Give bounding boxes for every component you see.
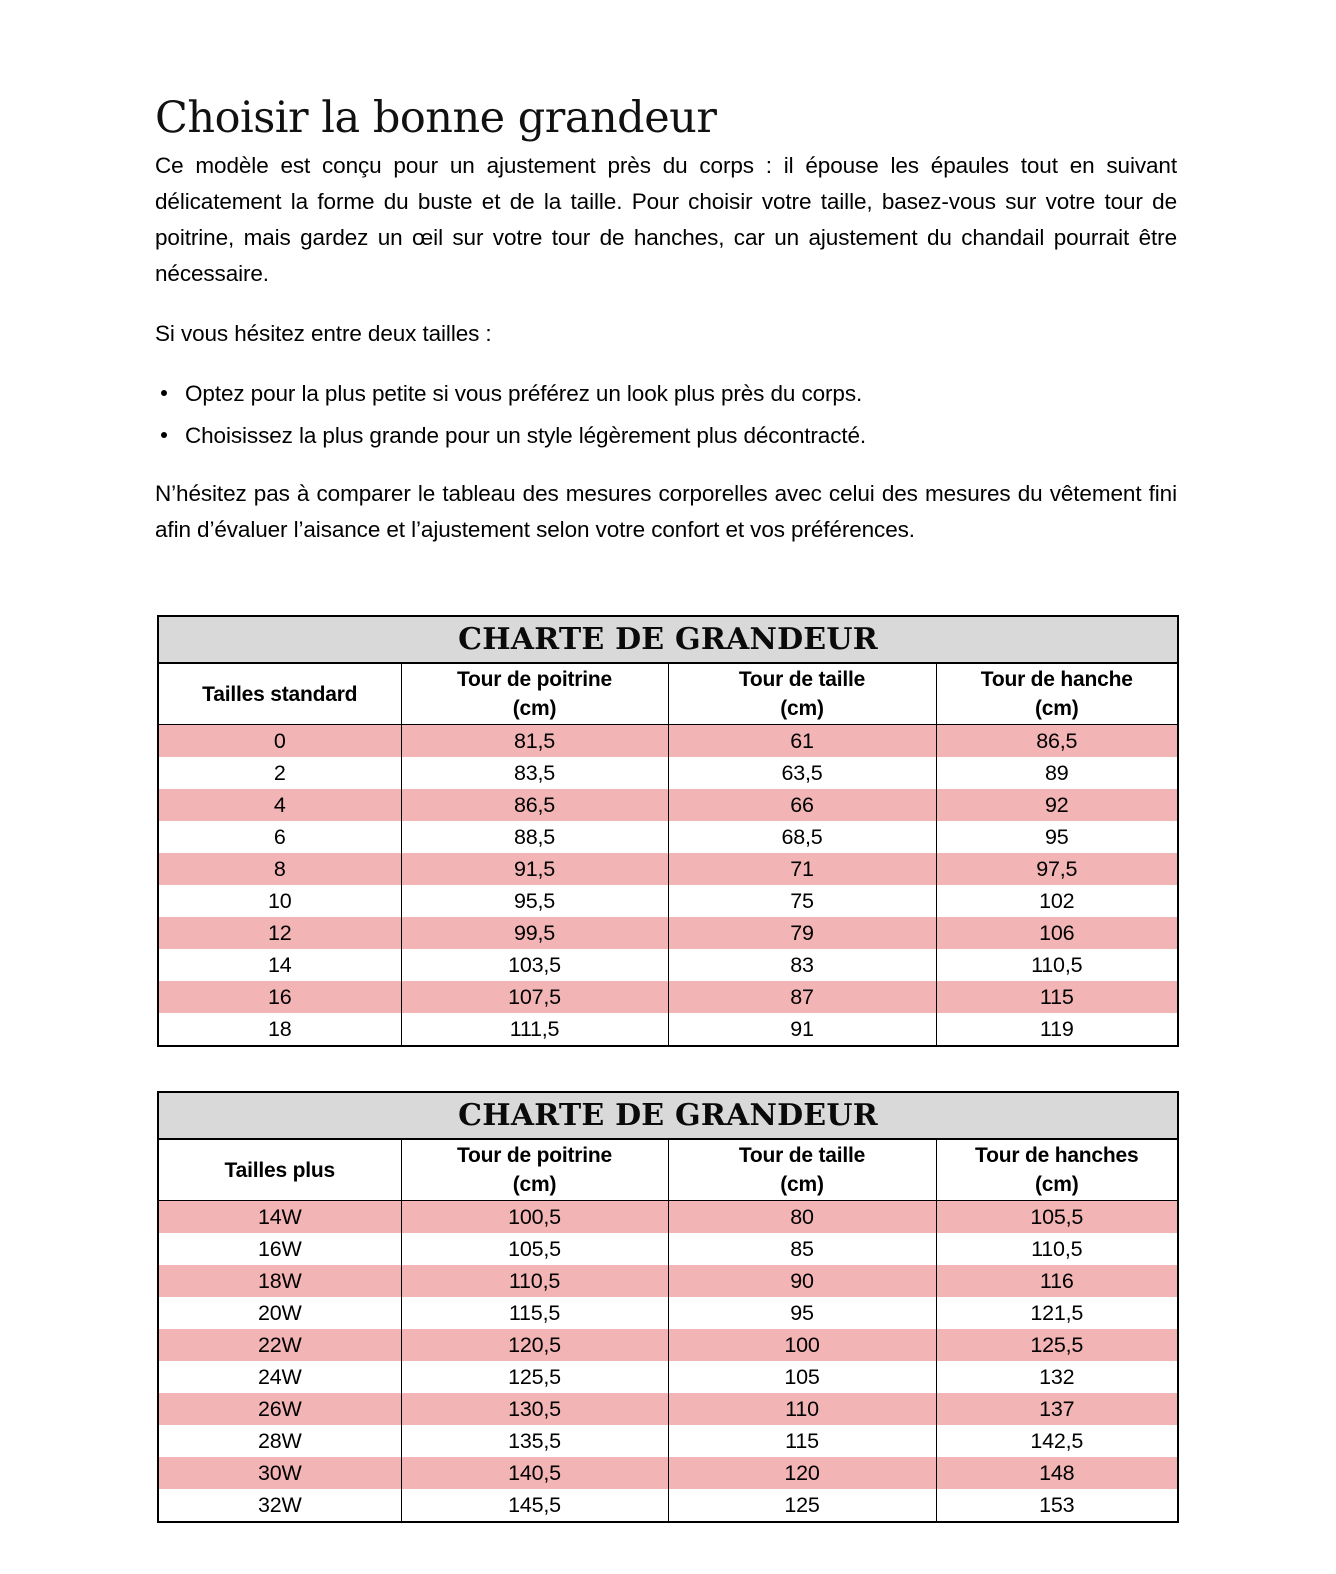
table-row <box>158 1393 1178 1425</box>
cell-hip: 119 <box>936 1013 1178 1046</box>
cell-bust: 115,5 <box>401 1297 668 1329</box>
cell-bust: 88,5 <box>401 821 668 853</box>
cell-waist: 66 <box>668 789 936 821</box>
table-row <box>158 789 1178 821</box>
cell-waist: 83 <box>668 949 936 981</box>
cell-size: 22W <box>158 1329 401 1361</box>
cell-bust: 130,5 <box>401 1393 668 1425</box>
cell-size: 0 <box>158 725 401 758</box>
cell-hip: 92 <box>936 789 1178 821</box>
table-body <box>158 725 1178 1047</box>
cell-waist: 120 <box>668 1457 936 1489</box>
table-banner-title: CHARTE DE GRANDEUR <box>158 1092 1178 1139</box>
table-row <box>158 853 1178 885</box>
page-title: Choisir la bonne grandeur <box>155 92 717 143</box>
cell-hip: 110,5 <box>936 1233 1178 1265</box>
table-row <box>158 1329 1178 1361</box>
cell-hip: 105,5 <box>936 1201 1178 1234</box>
cell-size: 14 <box>158 949 401 981</box>
table-row <box>158 1265 1178 1297</box>
cell-hip: 102 <box>936 885 1178 917</box>
cell-hip: 121,5 <box>936 1297 1178 1329</box>
cell-waist: 90 <box>668 1265 936 1297</box>
cell-waist: 75 <box>668 885 936 917</box>
table-row <box>158 1297 1178 1329</box>
cell-size: 16 <box>158 981 401 1013</box>
table-row <box>158 1425 1178 1457</box>
cell-hip: 106 <box>936 917 1178 949</box>
column-header-hip: Tour de hanche (cm) <box>936 663 1178 725</box>
cell-hip: 110,5 <box>936 949 1178 981</box>
cell-size: 2 <box>158 757 401 789</box>
cell-bust: 120,5 <box>401 1329 668 1361</box>
cell-hip: 115 <box>936 981 1178 1013</box>
table-row <box>158 1013 1178 1046</box>
cell-waist: 85 <box>668 1233 936 1265</box>
cell-hip: 89 <box>936 757 1178 789</box>
cell-hip: 148 <box>936 1457 1178 1489</box>
cell-hip: 132 <box>936 1361 1178 1393</box>
cell-size: 28W <box>158 1425 401 1457</box>
intro-text-block <box>155 148 1177 572</box>
cell-hip: 95 <box>936 821 1178 853</box>
advice-bullet-list <box>155 376 1177 454</box>
cell-waist: 87 <box>668 981 936 1013</box>
cell-waist: 80 <box>668 1201 936 1234</box>
size-chart-standard <box>157 615 1179 1047</box>
list-item <box>155 418 1177 454</box>
table-header-row <box>158 663 1178 725</box>
table-body <box>158 1201 1178 1523</box>
table-header-row <box>158 1139 1178 1201</box>
cell-bust: 99,5 <box>401 917 668 949</box>
cell-bust: 103,5 <box>401 949 668 981</box>
table-row <box>158 917 1178 949</box>
column-header-waist: Tour de taille (cm) <box>668 1139 936 1201</box>
cell-size: 8 <box>158 853 401 885</box>
column-header-sizes: Tailles standard <box>158 663 401 725</box>
cell-waist: 63,5 <box>668 757 936 789</box>
cell-bust: 105,5 <box>401 1233 668 1265</box>
cell-size: 26W <box>158 1393 401 1425</box>
table-row <box>158 885 1178 917</box>
cell-bust: 110,5 <box>401 1265 668 1297</box>
closing-paragraph: N’hésitez pas à comparer le tableau des mesures corporelles avec celui des mesures du vêtement fini afin d’évaluer l’aisance et l’ajustement selon votre confort et vos préférences. <box>155 481 1177 542</box>
list-item <box>155 376 1177 412</box>
cell-bust: 145,5 <box>401 1489 668 1522</box>
table-row <box>158 949 1178 981</box>
table-banner-title: CHARTE DE GRANDEUR <box>158 616 1178 663</box>
cell-size: 32W <box>158 1489 401 1522</box>
list-item-label: Optez pour la plus petite si vous préférez un look plus près du corps. <box>185 381 863 406</box>
column-header-hip: Tour de hanches (cm) <box>936 1139 1178 1201</box>
table-row <box>158 1233 1178 1265</box>
cell-waist: 61 <box>668 725 936 758</box>
cell-bust: 107,5 <box>401 981 668 1013</box>
cell-hip: 137 <box>936 1393 1178 1425</box>
cell-bust: 100,5 <box>401 1201 668 1234</box>
cell-bust: 86,5 <box>401 789 668 821</box>
table-row <box>158 1361 1178 1393</box>
table-banner-row <box>158 616 1178 663</box>
cell-size: 30W <box>158 1457 401 1489</box>
cell-waist: 115 <box>668 1425 936 1457</box>
column-header-sizes: Tailles plus <box>158 1139 401 1201</box>
cell-hip: 86,5 <box>936 725 1178 758</box>
cell-size: 24W <box>158 1361 401 1393</box>
list-item-label: Choisissez la plus grande pour un style légèrement plus décontracté. <box>185 423 867 448</box>
cell-size: 20W <box>158 1297 401 1329</box>
size-chart-plus <box>157 1091 1179 1523</box>
bullet-dot-icon <box>161 390 167 396</box>
cell-bust: 125,5 <box>401 1361 668 1393</box>
cell-waist: 100 <box>668 1329 936 1361</box>
cell-hip: 142,5 <box>936 1425 1178 1457</box>
cell-bust: 91,5 <box>401 853 668 885</box>
cell-waist: 95 <box>668 1297 936 1329</box>
cell-hip: 97,5 <box>936 853 1178 885</box>
cell-size: 18 <box>158 1013 401 1046</box>
cell-size: 18W <box>158 1265 401 1297</box>
cell-size: 12 <box>158 917 401 949</box>
cell-waist: 110 <box>668 1393 936 1425</box>
table-row <box>158 1457 1178 1489</box>
cell-waist: 71 <box>668 853 936 885</box>
column-header-bust: Tour de poitrine (cm) <box>401 663 668 725</box>
cell-bust: 95,5 <box>401 885 668 917</box>
cell-hip: 125,5 <box>936 1329 1178 1361</box>
cell-size: 4 <box>158 789 401 821</box>
column-header-waist: Tour de taille (cm) <box>668 663 936 725</box>
cell-bust: 135,5 <box>401 1425 668 1457</box>
cell-bust: 81,5 <box>401 725 668 758</box>
table-row <box>158 757 1178 789</box>
table-banner-row <box>158 1092 1178 1139</box>
cell-waist: 91 <box>668 1013 936 1046</box>
cell-waist: 79 <box>668 917 936 949</box>
cell-waist: 125 <box>668 1489 936 1522</box>
cell-size: 14W <box>158 1201 401 1234</box>
intro-paragraph: Ce modèle est conçu pour un ajustement près du corps : il épouse les épaules tout en suivant délicatement la forme du buste et de la taille. Pour choisir votre taille, basez-vous sur votre tour de poitrine, mais gardez un œil sur votre tour de hanches, car un ajustement du chandail pourrait être nécessaire. <box>155 153 1177 286</box>
cell-size: 16W <box>158 1233 401 1265</box>
cell-bust: 140,5 <box>401 1457 668 1489</box>
table-row <box>158 725 1178 758</box>
table-row <box>158 981 1178 1013</box>
cell-size: 10 <box>158 885 401 917</box>
cell-hip: 116 <box>936 1265 1178 1297</box>
cell-hip: 153 <box>936 1489 1178 1522</box>
table-row <box>158 1489 1178 1522</box>
cell-waist: 105 <box>668 1361 936 1393</box>
hesitation-paragraph: Si vous hésitez entre deux tailles : <box>155 321 492 346</box>
table-row <box>158 821 1178 853</box>
column-header-bust: Tour de poitrine (cm) <box>401 1139 668 1201</box>
cell-bust: 83,5 <box>401 757 668 789</box>
cell-bust: 111,5 <box>401 1013 668 1046</box>
bullet-dot-icon <box>161 432 167 438</box>
table-row <box>158 1201 1178 1234</box>
cell-size: 6 <box>158 821 401 853</box>
cell-waist: 68,5 <box>668 821 936 853</box>
